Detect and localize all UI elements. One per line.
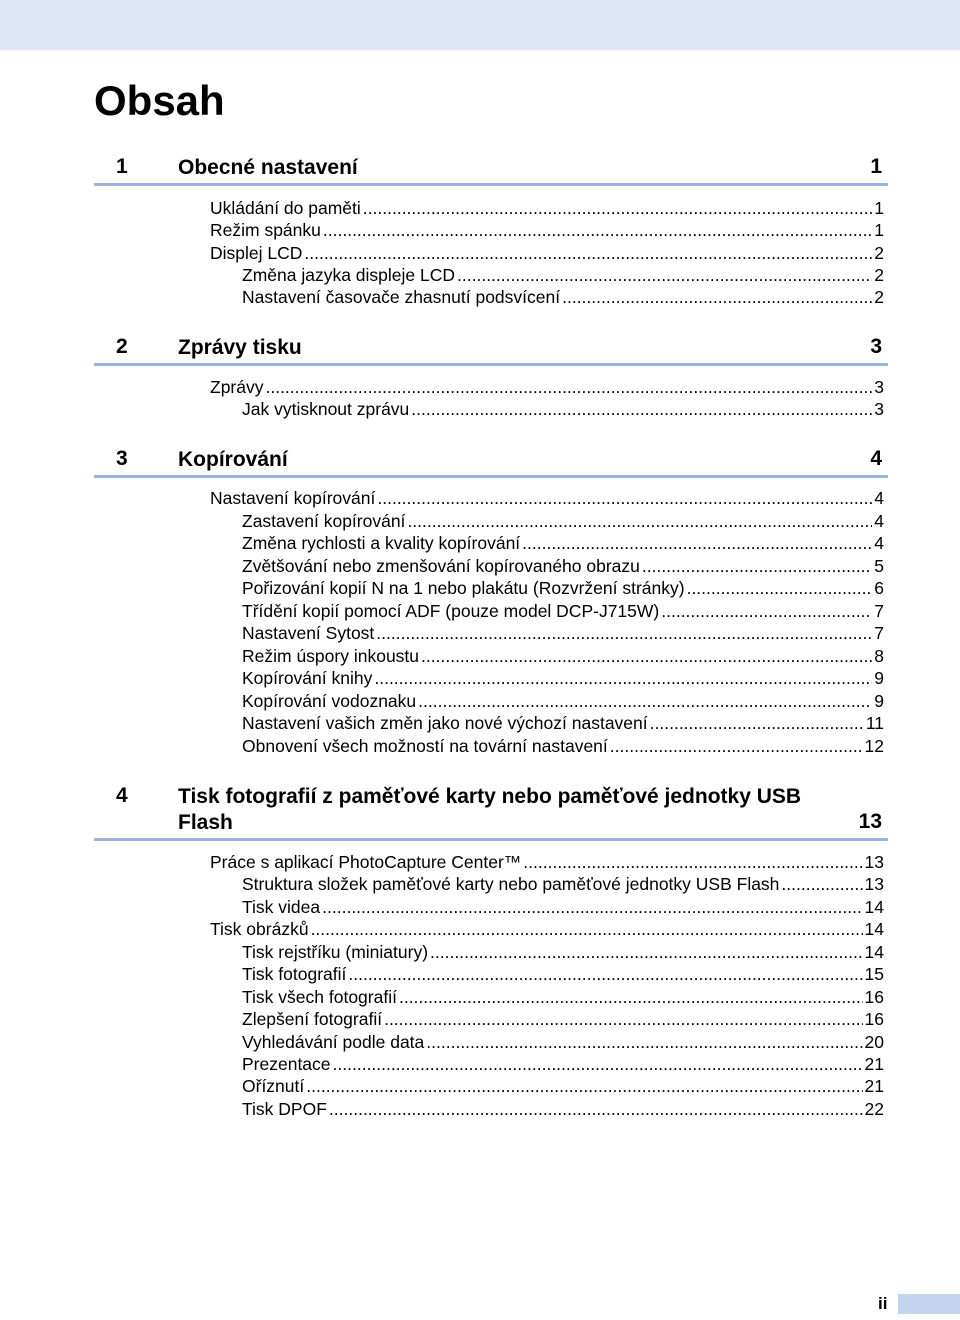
- toc-entry-label: Prezentace: [242, 1054, 331, 1074]
- top-header-bar: [0, 0, 960, 50]
- chapter-rule: [94, 838, 888, 841]
- dot-leader: [323, 219, 872, 241]
- chapter-page: 3: [870, 335, 882, 358]
- toc-entry-label: Vyhledávání podle data: [242, 1032, 425, 1052]
- dot-leader: [421, 645, 872, 667]
- dot-leader: [363, 197, 872, 219]
- toc-entry-page: 4: [874, 533, 884, 553]
- toc-entry-page: 12: [864, 736, 884, 756]
- dot-leader: [411, 398, 872, 420]
- dot-leader: [329, 1098, 863, 1120]
- toc-entry-page: 7: [874, 623, 884, 643]
- toc-entry-page: 9: [874, 691, 884, 711]
- chapter-number: 3: [116, 447, 128, 470]
- dot-leader: [304, 242, 872, 264]
- toc-entry-label: Zprávy: [210, 377, 264, 397]
- toc-entry[interactable]: [210, 487, 884, 509]
- toc-entry-label: Pořizování kopií N na 1 nebo plakátu (Rozvržení stránky): [242, 578, 685, 598]
- toc-subentry[interactable]: [242, 532, 884, 554]
- toc-entry-page: 4: [874, 511, 884, 531]
- toc-entry-label: Změna jazyka displeje LCD: [242, 265, 456, 285]
- toc-entry-label: Tisk obrázků: [210, 919, 309, 939]
- dot-leader: [418, 690, 872, 712]
- toc-entry-label: Zastavení kopírování: [242, 511, 406, 531]
- toc-subentry[interactable]: [242, 963, 884, 985]
- toc-entry-page: 13: [864, 874, 884, 894]
- toc-entry-page: 13: [864, 852, 884, 872]
- toc-entry-page: 20: [864, 1032, 884, 1052]
- toc-subentry[interactable]: [242, 555, 884, 577]
- toc-entry-page: 3: [874, 377, 884, 397]
- chapter-page: 4: [870, 447, 882, 470]
- toc-entry-page: 2: [874, 243, 884, 263]
- toc-entry-label: Nastavení kopírování: [210, 488, 376, 508]
- toc-entry-label: Displej LCD: [210, 243, 303, 263]
- dot-leader: [610, 735, 863, 757]
- toc-subentry[interactable]: [242, 645, 884, 667]
- page-number: ii: [878, 1294, 888, 1313]
- chapter-number: 2: [116, 335, 128, 358]
- dot-leader: [661, 600, 872, 622]
- toc-subentry[interactable]: [242, 622, 884, 644]
- toc-entry-page: 14: [864, 897, 884, 917]
- toc-entry-page: 15: [864, 964, 884, 984]
- toc-subentry[interactable]: [242, 577, 884, 599]
- toc-subentry[interactable]: [242, 941, 884, 963]
- footer-bar: [898, 1294, 960, 1314]
- dot-leader: [333, 1053, 863, 1075]
- toc-subentry[interactable]: [242, 735, 884, 757]
- dot-leader: [426, 1031, 862, 1053]
- toc-entry-label: Oříznutí: [242, 1076, 305, 1096]
- dot-leader: [311, 918, 863, 940]
- toc-subentry[interactable]: [242, 873, 884, 895]
- chapter-title: Obecné nastavení: [178, 156, 358, 179]
- dot-leader: [457, 264, 872, 286]
- toc-entry-page: 7: [874, 601, 884, 621]
- toc-entry-page: 5: [874, 556, 884, 576]
- toc-entry-label: Kopírování vodoznaku: [242, 691, 417, 711]
- toc-subentry[interactable]: [242, 712, 884, 734]
- chapter-title: Zprávy tisku: [178, 336, 302, 359]
- toc-entry-page: 2: [874, 265, 884, 285]
- toc-entry-page: 21: [864, 1054, 884, 1074]
- toc-entry-label: Ukládání do paměti: [210, 198, 361, 218]
- toc-entry[interactable]: [210, 197, 884, 219]
- toc-subentry[interactable]: [242, 896, 884, 918]
- toc-subentry[interactable]: [242, 264, 884, 286]
- toc-entry-page: 1: [874, 220, 884, 240]
- dot-leader: [407, 510, 872, 532]
- toc-subentry[interactable]: [242, 1008, 884, 1030]
- toc-entry-page: 4: [874, 488, 884, 508]
- toc-subentry[interactable]: [242, 600, 884, 622]
- chapter-page: 13: [858, 810, 882, 833]
- toc-entry-page: 14: [864, 942, 884, 962]
- toc-subentry[interactable]: [242, 1098, 884, 1120]
- toc-entry-label: Tisk fotografií: [242, 964, 347, 984]
- toc-entry-page: 8: [874, 646, 884, 666]
- chapter-number: 1: [116, 155, 128, 178]
- dot-leader: [384, 1008, 862, 1030]
- dot-leader: [376, 622, 872, 644]
- toc-subentry[interactable]: [242, 510, 884, 532]
- toc-entry-page: 2: [874, 287, 884, 307]
- dot-leader: [562, 286, 872, 308]
- dot-leader: [377, 487, 872, 509]
- dot-leader: [523, 851, 862, 873]
- toc-entry-page: 16: [864, 987, 884, 1007]
- toc-entry-label: Zlepšení fotografií: [242, 1009, 383, 1029]
- chapter-rule: [94, 475, 888, 478]
- toc-entry[interactable]: [210, 242, 884, 264]
- toc-entry-label: Nastavení vašich změn jako nové výchozí nastavení: [242, 713, 648, 733]
- dot-leader: [348, 963, 862, 985]
- toc-entry-label: Práce s aplikací PhotoCapture Center™: [210, 852, 522, 872]
- chapter-number: 4: [116, 784, 128, 807]
- toc-entry-label: Tisk DPOF: [242, 1099, 327, 1119]
- dot-leader: [265, 376, 872, 398]
- dot-leader: [322, 896, 862, 918]
- toc-subentry[interactable]: [242, 1031, 884, 1053]
- dot-leader: [430, 941, 862, 963]
- chapter-page: 1: [870, 155, 882, 178]
- toc-entry-page: 21: [864, 1076, 884, 1096]
- toc-subentry[interactable]: [242, 1053, 884, 1075]
- chapter-title-line2: Flash: [178, 811, 233, 834]
- dot-leader: [650, 712, 864, 734]
- chapter-rule: [94, 183, 888, 186]
- chapter-title-line1: Tisk fotografií z paměťové karty nebo paměťové jednotky USB: [178, 785, 802, 808]
- toc-subentry[interactable]: [242, 398, 884, 420]
- toc-entry[interactable]: [210, 219, 884, 241]
- toc-entry-page: 9: [874, 668, 884, 688]
- toc-entry-page: 11: [865, 713, 884, 733]
- dot-leader: [781, 873, 862, 895]
- toc-subentry[interactable]: [242, 986, 884, 1008]
- toc-entry-label: Tisk videa: [242, 897, 321, 917]
- dot-leader: [642, 555, 872, 577]
- toc-entry-label: Kopírování knihy: [242, 668, 373, 688]
- toc-entry-page: 1: [874, 198, 884, 218]
- dot-leader: [522, 532, 872, 554]
- toc-entry[interactable]: [210, 918, 884, 940]
- toc-entry-label: Jak vytisknout zprávu: [242, 399, 410, 419]
- toc-entry-page: 16: [864, 1009, 884, 1029]
- toc-entry-label: Režim úspory inkoustu: [242, 646, 420, 666]
- toc-entry-label: Tisk rejstříku (miniatury): [242, 942, 429, 962]
- page-title: Obsah: [94, 77, 225, 124]
- toc-entry-label: Třídění kopií pomocí ADF (pouze model DCP-J715W): [242, 601, 660, 621]
- toc-entry[interactable]: [210, 376, 884, 398]
- toc-entry-page: 3: [874, 399, 884, 419]
- toc-entry-label: Nastavení časovače zhasnutí podsvícení: [242, 287, 561, 307]
- toc-entry-page: 22: [864, 1099, 884, 1119]
- chapter-title: Kopírování: [178, 448, 288, 471]
- toc-entry-label: Změna rychlosti a kvality kopírování: [242, 533, 521, 553]
- toc-subentry[interactable]: [242, 286, 884, 308]
- toc-entry[interactable]: [210, 851, 884, 873]
- dot-leader: [306, 1075, 862, 1097]
- toc-entry-label: Zvětšování nebo zmenšování kopírovaného obrazu: [242, 556, 640, 576]
- toc-subentry[interactable]: [242, 690, 884, 712]
- toc-entry-page: 14: [864, 919, 884, 939]
- toc-entry-label: Nastavení Sytost: [242, 623, 375, 643]
- toc-entry-label: Tisk všech fotografií: [242, 987, 397, 1007]
- dot-leader: [399, 986, 863, 1008]
- toc-subentry[interactable]: [242, 1075, 884, 1097]
- toc-entry-label: Struktura složek paměťové karty nebo paměťové jednotky USB Flash: [242, 874, 780, 894]
- toc-entry-label: Režim spánku: [210, 220, 321, 240]
- chapter-rule: [94, 363, 888, 366]
- toc-entry-page: 6: [874, 578, 884, 598]
- toc-entry-label: Obnovení všech možností na tovární nastavení: [242, 736, 608, 756]
- dot-leader: [374, 667, 872, 689]
- dot-leader: [687, 577, 873, 599]
- toc-subentry[interactable]: [242, 667, 884, 689]
